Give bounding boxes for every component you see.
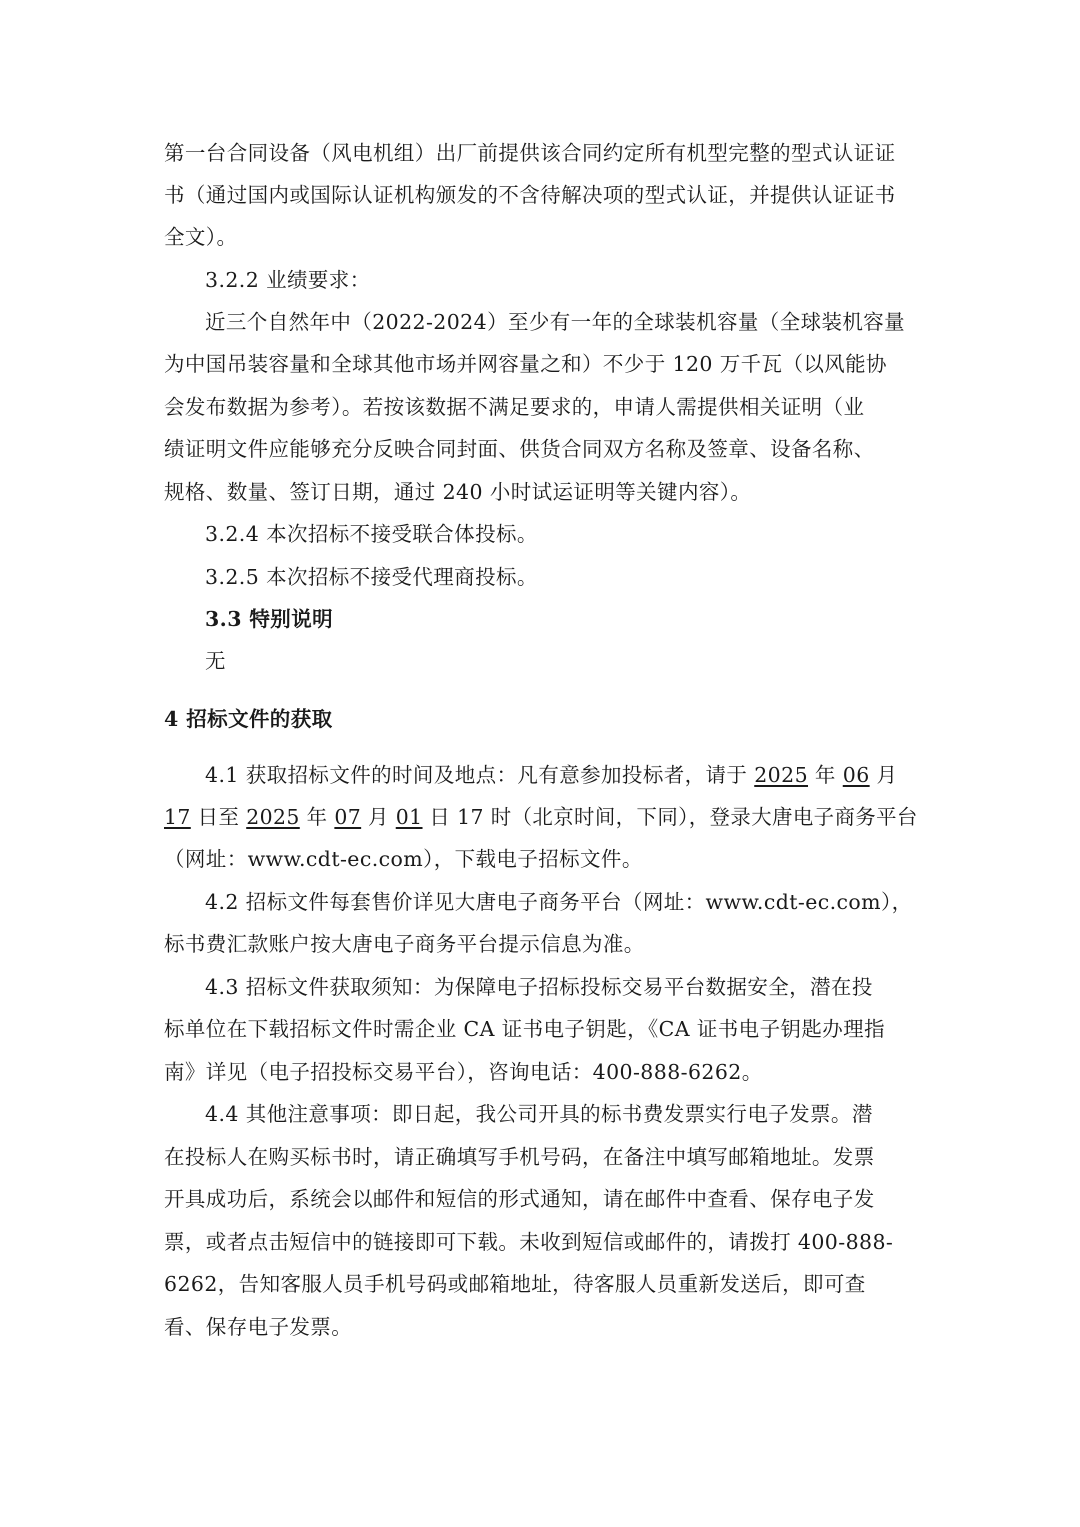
paragraph-line: 4.2 招标文件每套售价详见大唐电子商务平台（网址：www.cdt-ec.com）， [205,890,913,914]
paragraph-line: 票，或者点击短信中的链接即可下载。未收到短信或邮件的，请拨打 400-888- [164,1230,894,1254]
section-3-2-2: 3.2.2 业绩要求： [205,268,371,292]
paragraph-line: 书（通过国内或国际认证机构颁发的不含待解决项的型式认证，并提供认证证书 [164,183,896,207]
paragraph-line: 会发布数据为参考）。若按该数据不满足要求的，申请人需提供相关证明（业 [164,395,865,419]
paragraph-line: 在投标人在购买标书时，请正确填写手机号码，在备注中填写邮箱地址。发票 [164,1145,875,1169]
heading-3-3: 3.3 特别说明 [205,607,334,631]
paragraph-line: 开具成功后，系统会以邮件和短信的形式通知，请在邮件中查看、保存电子发 [164,1187,875,1211]
section-3-2-5: 3.2.5 本次招标不接受代理商投标。 [205,565,538,589]
paragraph-line: 近三个自然年中（2022-2024）至少有一年的全球装机容量（全球装机容量 [205,310,906,334]
paragraph-line: 6262，告知客服人员手机号码或邮箱地址，待客服人员重新发送后，即可查 [164,1272,866,1296]
paragraph-line: 规格、数量、签订日期，通过 240 小时试运证明等关键内容）。 [164,480,752,504]
paragraph-line: 4.3 招标文件获取须知：为保障电子招标投标交易平台数据安全，潜在投 [205,975,873,999]
none-text: 无 [205,649,226,673]
paragraph-line: 标书费汇款账户按大唐电子商务平台提示信息为准。 [164,932,645,956]
start-month: 06 [842,763,870,787]
paragraph-line: 4.4 其他注意事项：即日起，我公司开具的标书费发票实行电子发票。潜 [205,1102,873,1126]
paragraph-line: 第一台合同设备（风电机组）出厂前提供该合同约定所有机型完整的型式认证证 [164,141,896,165]
paragraph-line: 看、保存电子发票。 [164,1315,353,1339]
end-month: 07 [334,805,362,829]
section-4-1-line-2: 17 日至 2025 年 07 月 01 日 17 时（北京时间，下同），登录大唐电子商务平台 [164,805,918,829]
end-day: 01 [395,805,423,829]
start-day: 17 [164,805,191,829]
section-3-2-4: 3.2.4 本次招标不接受联合体投标。 [205,522,538,546]
paragraph-line: 标单位在下载招标文件时需企业 CA 证书电子钥匙，《CA 证书电子钥匙办理指 [164,1017,885,1041]
section-4-1-line-3: （网址：www.cdt-ec.com），下载电子招标文件。 [164,847,643,871]
paragraph-line: 为中国吊装容量和全球其他市场并网容量之和）不少于 120 万千瓦（以风能协 [164,352,887,376]
paragraph-line: 全文）。 [164,225,238,249]
paragraph-line: 绩证明文件应能够充分反映合同封面、供货合同双方名称及签章、设备名称、 [164,437,875,461]
paragraph-line: 南》详见（电子招投标交易平台），咨询电话：400-888-6262。 [164,1060,763,1084]
start-year: 2025 [754,763,809,787]
heading-4: 4 招标文件的获取 [164,707,333,731]
section-4-1-line-1: 4.1 获取招标文件的时间及地点：凡有意参加投标者，请于 2025 年 06 月 [205,763,898,787]
end-year: 2025 [246,805,300,829]
